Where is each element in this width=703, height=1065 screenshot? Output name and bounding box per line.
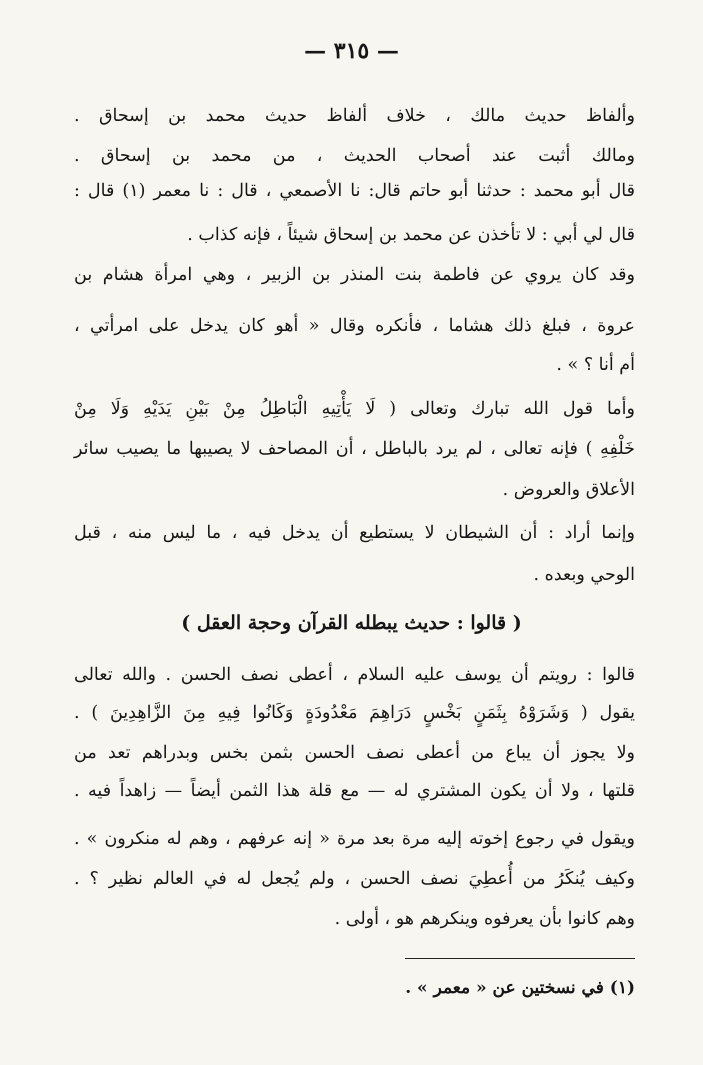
text-line: قال لي أبي : لا تأخذن عن محمد بن إسحاق شيئاً ، فإنه كذاب .: [187, 225, 635, 245]
text-line: قال أبو محمد : حدثنا أبو حاتم قال: نا الأصمعي ، قال : نا معمر (١) قال :: [74, 181, 635, 201]
text-line: قالوا : رويتم أن يوسف عليه السلام ، أعطى نصف الحسن . والله تعالى: [74, 665, 635, 685]
text-line: الوحي وبعده .: [533, 565, 635, 585]
text-line: وهم كانوا بأن يعرفوه وينكرهم هو ، أولى .: [334, 909, 635, 929]
text-line: وإنما أراد : أن الشيطان لا يستطيع أن يدخل فيه ، ما ليس منه ، قبل: [74, 523, 635, 543]
text-line: ولا يجوز أن يباع من أعطى نصف الحسن بثمن بخس وبدراهم تعد من: [74, 743, 635, 763]
section-heading: ( قالوا : حديث يبطله القرآن وحجة العقل ): [181, 612, 522, 634]
text-line: يقول ( وَشَرَوْهُ بِثَمَنٍ بَخْسٍ دَرَاهِمَ مَعْدُودَةٍ وَكَانُوا فِيهِ مِنَ الزَّاهِدِينَ ) .: [74, 703, 635, 723]
text-line: وأما قول الله تبارك وتعالى ( لَا يَأْتِيهِ الْبَاطِلُ مِنْ بَيْنِ يَدَيْهِ وَلَا مِنْ: [74, 399, 635, 419]
text-line: ويقول في رجوع إخوته إليه مرة بعد مرة « إنه عرفهم ، وهم له منكرون » .: [74, 829, 635, 849]
text-line: ومالك أثبت عند أصحاب الحديث ، من محمد بن إسحاق .: [74, 146, 635, 166]
text-line: وألفاظ حديث مالك ، خلاف ألفاظ حديث محمد بن إسحاق .: [74, 106, 635, 126]
page-number: — ٣١٥ —: [304, 38, 399, 64]
text-line: عروة ، فبلغ ذلك هشاما ، فأنكره وقال « أهو كان يدخل على امرأتي ،: [74, 316, 635, 336]
text-line: أم أنا ؟ » .: [556, 355, 635, 375]
text-line: وكيف يُنكَرُ من أُعطِيَ نصف الحسن ، ولم يُجعل له في العالم نظير ؟ .: [74, 869, 635, 889]
footnote: (١) في نسختين عن « معمر » .: [405, 978, 635, 998]
text-line: خَلْفِهِ ) فإنه تعالى ، لم يرد بالباطل ، أن المصاحف لا يصيبها ما يصيب سائر: [74, 439, 635, 459]
text-line: الأعلاق والعروض .: [502, 480, 635, 500]
footnote-divider: [405, 958, 635, 959]
text-line: قلتها ، ولا أن يكون المشتري له — مع قلة هذا الثمن أيضاً — زاهداً فيه .: [74, 781, 635, 801]
text-line: وقد كان يروي عن فاطمة بنت المنذر بن الزبير ، وهي امرأة هشام بن: [74, 265, 635, 285]
